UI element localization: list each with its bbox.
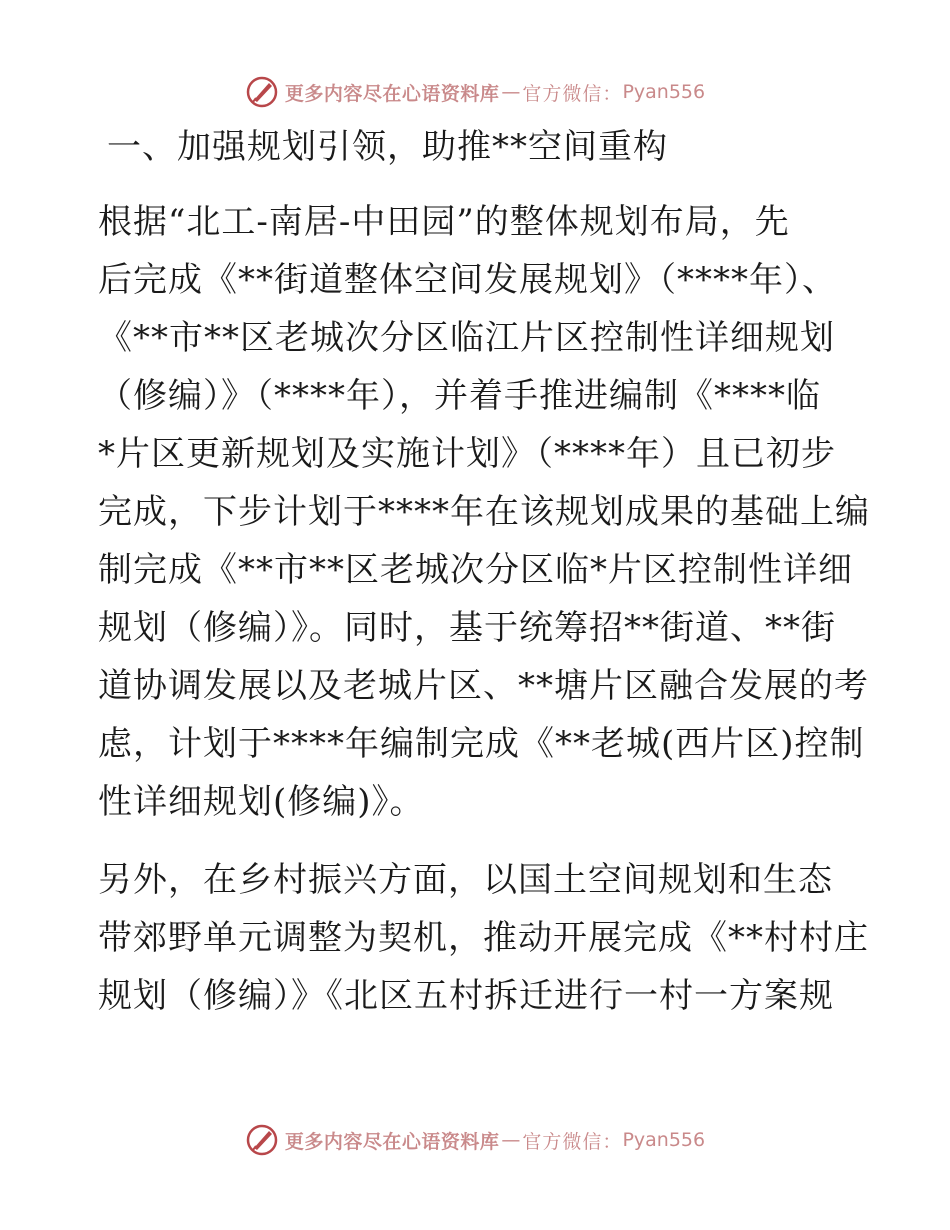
paragraph-line: （修编）》（****年），并着手推进编制《****临 [98,376,821,416]
watermark-header [0,72,950,112]
watermark-main-text: 更多内容尽在心语资料库 [284,1130,500,1153]
paragraph-line: 制完成《**市**区老城次分区临*片区控制性详细 [98,550,853,590]
watermark-sub-text: 官方微信： [522,82,623,105]
watermark-main-text: 更多内容尽在心语资料库 [284,82,500,105]
quill-logo-icon [245,1123,279,1157]
paragraph-line: 道协调发展以及老城片区、**塘片区融合发展的考 [98,666,869,706]
paragraph-line: 带郊野单元调整为契机，推动开展完成《**村村庄 [98,918,869,958]
watermark-sub-text: 官方微信： [522,1130,623,1153]
paragraph-line: *片区更新规划及实施计划》（****年）且已初步 [98,434,836,474]
quill-logo-icon [245,75,279,109]
paragraph-line: 另外，在乡村振兴方面，以国土空间规划和生态 [98,860,833,900]
watermark-footer [0,1120,950,1160]
watermark-dash: — [501,1129,521,1151]
paragraph-line: 虑，计划于****年编制完成《**老城(西片区)控制 [98,724,865,764]
paragraph-line: 后完成《**街道整体空间发展规划》（****年）、 [98,260,837,300]
paragraph-line: 性详细规划(修编)》。 [98,782,425,822]
paragraph-rural-revitalization [98,851,869,1025]
paragraph-line: 《**市**区老城次分区临江片区控制性详细规划 [98,318,835,358]
paragraph-planning [98,193,870,831]
section-heading: 一、加强规划引领，助推**空间重构 [107,127,668,167]
paragraph-line: 规划（修编）》。同时，基于统筹招**街道、**街 [98,608,836,648]
watermark-dash: — [501,81,521,103]
watermark-wechat-id: Pyan556 [622,1129,706,1151]
watermark-wechat-id: Pyan556 [622,81,706,103]
paragraph-line: 完成，下步计划于****年在该规划成果的基础上编 [98,492,870,532]
paragraph-line: 根据“北工-南居-中田园”的整体规划布局，先 [98,202,790,242]
paragraph-line: 规划（修编）》《北区五村拆迁进行一村一方案规 [98,976,834,1016]
